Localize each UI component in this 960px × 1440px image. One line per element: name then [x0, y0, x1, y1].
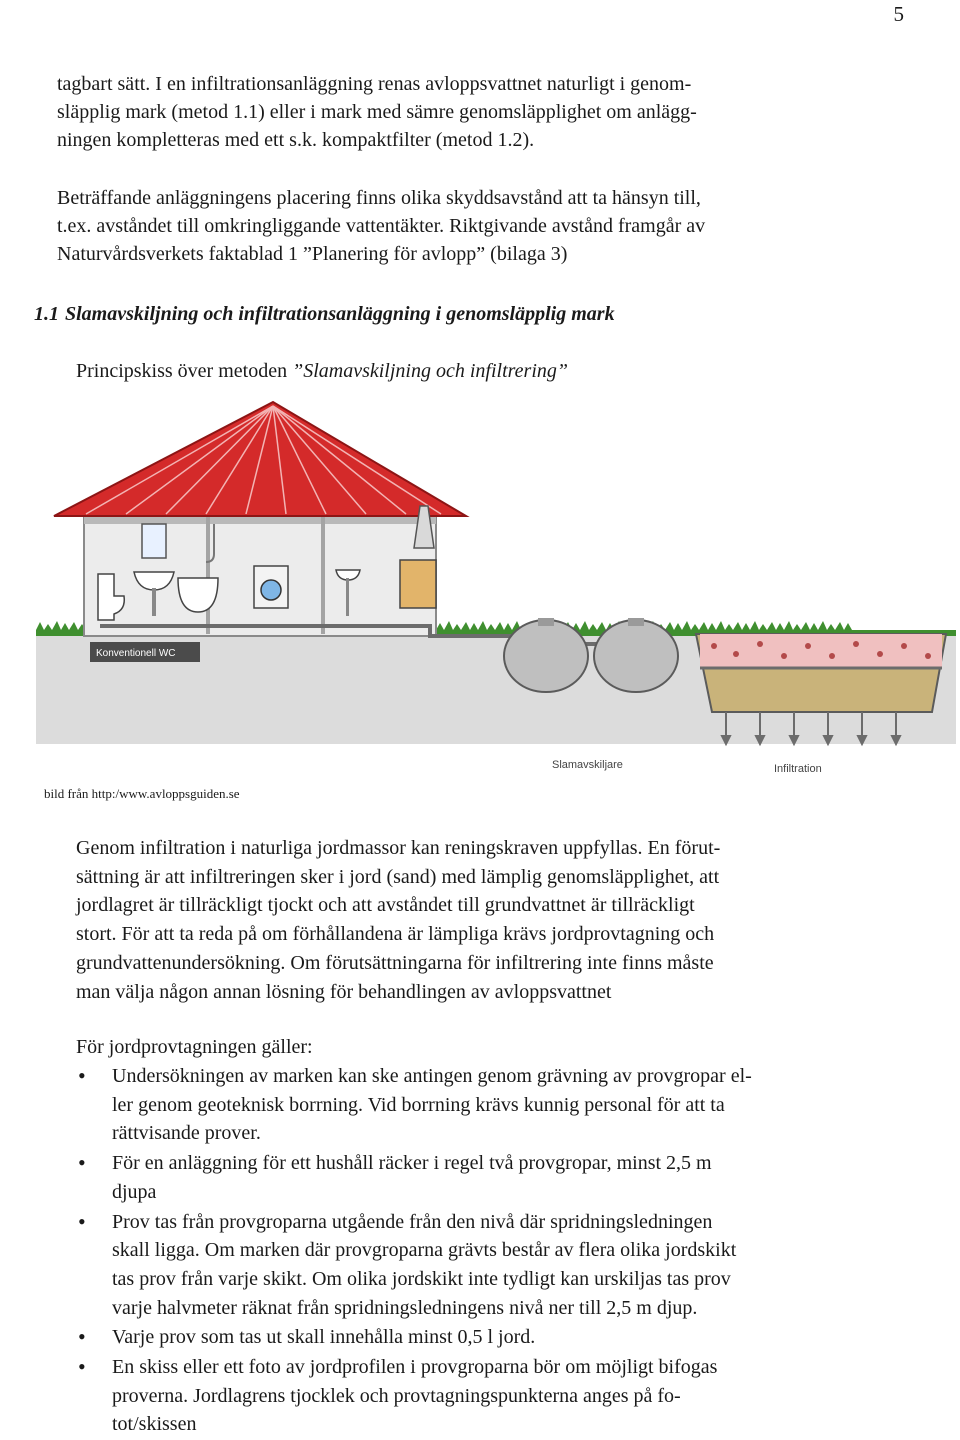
image-credit: bild från http:/www.avloppsguiden.se — [44, 786, 240, 801]
mirror-icon — [142, 524, 166, 558]
sampling-rules-list — [76, 1062, 916, 1440]
washing-machine-drum — [261, 580, 281, 600]
text-line: släpplig mark (metod 1.1) eller i mark med sämre genomsläpplighet om anlägg- — [57, 101, 697, 123]
text-line: skall ligga. Om marken där provgroparna grävts består av flera olika jordskikt — [112, 1239, 737, 1262]
text-line: • För en anläggning för ett hushåll räcker i regel två provgropar, minst 2,5 m — [112, 1152, 712, 1175]
text-line: djupa — [112, 1180, 157, 1203]
list-item — [76, 1062, 916, 1148]
interior-wall — [321, 514, 325, 634]
text-line: tagbart sätt. I en infiltrationsanläggning renas avloppsvattnet naturligt i genom- — [57, 73, 692, 95]
text-line: ningen kompletteras med ett s.k. kompaktfilter (metod 1.2). — [57, 129, 535, 151]
text-line: • En skiss eller ett foto av jordprofilen i provgroparna bör om möjligt bifogas — [112, 1356, 718, 1379]
text-line: stort. För att ta reda på om förhållandena är lämpliga krävs jordprovtagning och — [76, 923, 715, 946]
text-line: Genom infiltration i naturliga jordmassor kan reningskraven uppfyllas. En förut- — [76, 837, 721, 859]
text-line: t.ex. avståndet till omkringliggande vattentäkter. Riktgivande avstånd framgår av — [57, 215, 706, 237]
text-line: Naturvårdsverkets faktablad 1 ”Planering för avlopp” (bilaga 3) — [57, 243, 568, 265]
section-heading — [34, 303, 615, 326]
tank-lid — [628, 618, 644, 626]
list-heading: För jordprovtagningen gäller: — [76, 1036, 313, 1058]
kitchen-sink-pipe — [346, 578, 349, 616]
caption-method-name: ”Slamavskiljning och infiltrering” — [292, 360, 569, 382]
text-line: tot/skissen — [112, 1413, 197, 1436]
infiltration-paragraph — [76, 834, 916, 1006]
text-line: jordlagret är tillräckligt tjockt och att avståndet till grundvattnet är tillräckligt — [76, 894, 695, 917]
tank-lid — [538, 618, 554, 626]
separator-label: Slamavskiljare — [552, 759, 623, 771]
list-item — [76, 1208, 916, 1323]
figure-caption — [76, 360, 568, 383]
text-line: tas prov från varje skikt. Om olika jordskikt inte tydligt kan urskiljas tas prov — [112, 1267, 731, 1290]
sludge-tank-1 — [504, 620, 588, 692]
text-line: • Prov tas från provgroparna utgående från den nivå där spridningsledningen — [112, 1210, 713, 1233]
page-number: 5 — [893, 2, 904, 26]
wc-label: Konventionell WC — [96, 648, 176, 659]
text-line: • Varje prov som tas ut skall innehålla minst 0,5 l jord. — [112, 1326, 536, 1349]
infiltration-label: Infiltration — [774, 763, 822, 775]
text-line: Beträffande anläggningens placering finns olika skyddsavstånd att ta hänsyn till, — [57, 187, 701, 209]
sludge-tank-2 — [594, 620, 678, 692]
interior-wall — [206, 514, 210, 634]
text-line: varje halvmeter räknat från spridningsledningens nivå ner till 2,5 m djup. — [112, 1296, 698, 1319]
intro-paragraph — [57, 70, 917, 154]
caption-prefix: Principskiss över metoden — [76, 360, 293, 382]
section-title: Slamavskiljning och infiltrationsanläggning i genomsläpplig mark — [65, 303, 615, 325]
text-line: • Undersökningen av marken kan ske antingen genom grävning av provgropar el- — [112, 1065, 752, 1087]
stove-icon — [400, 560, 436, 608]
list-item — [76, 1149, 916, 1206]
list-item — [76, 1353, 916, 1439]
text-line: proverna. Jordlagrens tjocklek och provtagningspunkterna anges på fo- — [112, 1384, 681, 1407]
text-line: man välja någon annan lösning för behandlingen av avloppsvattnet — [76, 980, 612, 1003]
section-number: 1.1 — [34, 303, 59, 325]
sink-pipe — [152, 588, 156, 616]
text-line: rättvisande prover. — [112, 1122, 261, 1145]
text-line: sättning är att infiltreringen sker i jord (sand) med lämplig genomsläpplighet, att — [76, 865, 720, 888]
septic-system-illustration — [36, 398, 956, 780]
text-line: ler genom geoteknisk borrning. Vid borrning krävs kunnig personal för att ta — [112, 1093, 725, 1116]
filter-layer — [700, 634, 942, 668]
text-line: grundvattenundersökning. Om förutsättningarna för infiltrering inte finns måste — [76, 951, 714, 974]
distance-paragraph — [57, 184, 917, 268]
list-item — [76, 1323, 916, 1352]
